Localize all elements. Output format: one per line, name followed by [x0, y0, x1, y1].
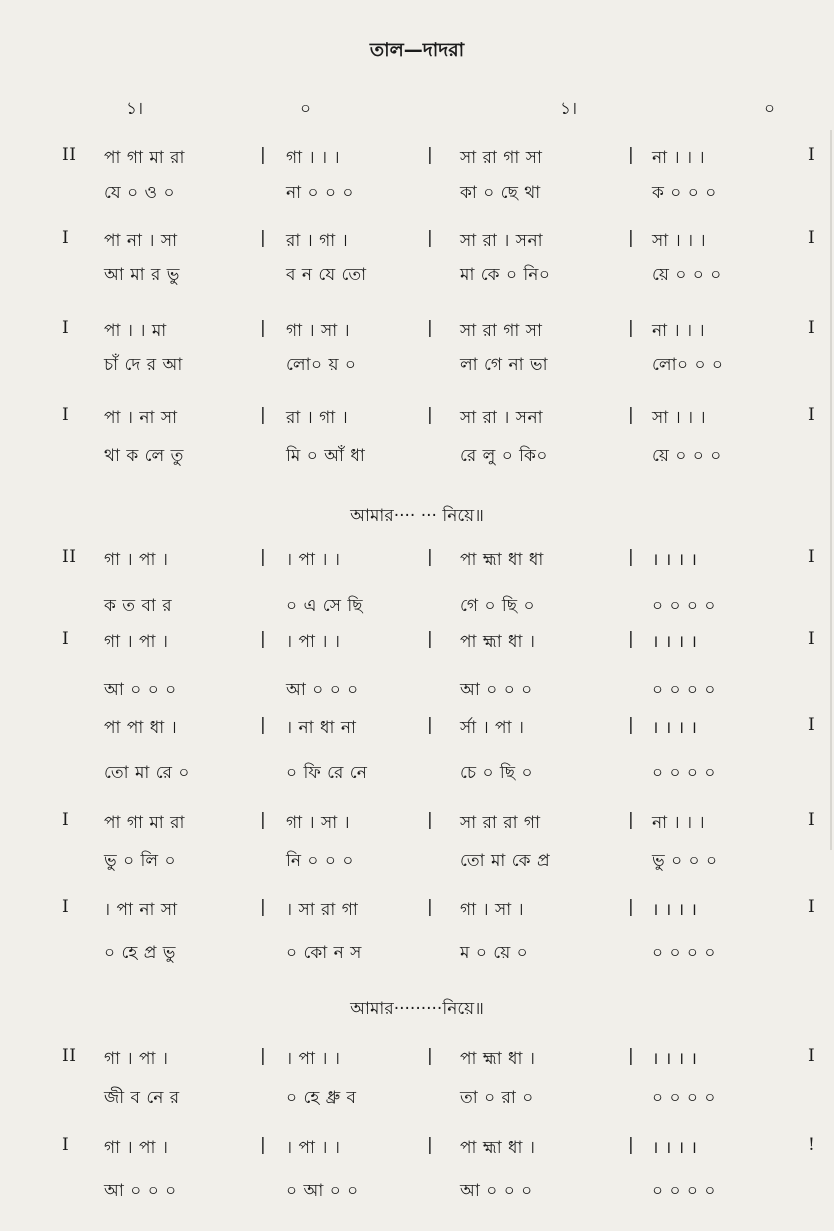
swara-group: পা গা মা রা — [104, 148, 185, 168]
bar-divider: | — [260, 145, 267, 165]
bar-divider: | — [427, 405, 434, 425]
swara-line — [0, 629, 834, 657]
lyric-line — [0, 180, 834, 208]
swara-group: পা না । সা — [104, 231, 178, 251]
swara-group: না । । । — [652, 148, 706, 168]
refrain-line: আমার·········নিয়ে॥ — [350, 999, 484, 1019]
swara-group: সা । । । — [652, 231, 707, 251]
line-end-marker: I — [808, 547, 816, 567]
line-start-marker: I — [62, 405, 70, 425]
swara-group: । সা রা গা — [286, 900, 359, 920]
bar-divider: | — [427, 318, 434, 338]
bar-divider: | — [628, 810, 635, 830]
swara-group: । না ধা না — [286, 718, 357, 738]
line-end-marker: ! — [808, 1135, 816, 1155]
line-start-marker: I — [62, 318, 70, 338]
beat-marker: ০ — [764, 99, 776, 119]
bar-divider: | — [628, 228, 635, 248]
lyric-group: ০ ০ ০ ০ — [652, 1088, 716, 1108]
lyric-group: ০ হে প্র ভু — [104, 943, 176, 963]
swara-group: । । । । — [652, 632, 698, 652]
lyric-group: লো০ ০ ০ — [652, 355, 724, 375]
lyric-group: ব ন যে তো — [286, 265, 367, 285]
bar-divider: | — [628, 318, 635, 338]
swara-group: সা । । । — [652, 408, 707, 428]
swara-group: । পা । । — [286, 632, 341, 652]
swara-group: সা রা । সনা — [460, 231, 544, 251]
lyric-group: না ০ ০ ০ — [286, 183, 354, 203]
lyric-group: রে লু ০ কি০ — [460, 446, 548, 466]
lyric-group: আ মা র ভু — [104, 265, 180, 285]
lyric-group: লা গে না ভা — [460, 355, 549, 375]
bar-divider: | — [427, 1135, 434, 1155]
bar-divider: | — [427, 897, 434, 917]
lyric-group: ক ত বা র — [104, 596, 173, 616]
lyric-group: মি ০ আঁ ধা — [286, 446, 366, 466]
line-end-marker: I — [808, 318, 816, 338]
swara-group: গা । পা । — [104, 632, 169, 652]
swara-line — [0, 405, 834, 433]
lyric-line — [0, 1085, 834, 1113]
lyric-line — [0, 760, 834, 788]
swara-group: গা । সা । — [286, 813, 351, 833]
lyric-line — [0, 352, 834, 380]
line-end-marker: I — [808, 810, 816, 830]
line-end-marker: I — [808, 629, 816, 649]
swara-group: সা রা গা সা — [460, 321, 543, 341]
swara-group: সা রা গা সা — [460, 148, 543, 168]
swara-group: গা । পা । — [104, 1049, 169, 1069]
lyric-line — [0, 593, 834, 621]
lyric-group: আ ০ ০ ০ — [104, 680, 177, 700]
lyric-line — [0, 262, 834, 290]
lyric-group: জী ব নে র — [104, 1088, 180, 1108]
bar-divider: | — [628, 629, 635, 649]
lyric-group: নি ০ ০ ০ — [286, 851, 354, 871]
swara-group: গা । পা । — [104, 550, 169, 570]
swara-group: পা । না সা — [104, 408, 178, 428]
swara-group: । । । । — [652, 718, 698, 738]
lyric-group: ০ ০ ০ ০ — [652, 943, 716, 963]
swara-group: গা । পা । — [104, 1138, 169, 1158]
bar-divider: | — [260, 897, 267, 917]
lyric-group: কা ০ ছে থা — [460, 183, 541, 203]
swara-group: রা । গা । — [286, 231, 349, 251]
bar-divider: | — [427, 547, 434, 567]
swara-group: । । । । — [652, 1138, 698, 1158]
swara-group: না । । । — [652, 813, 706, 833]
swara-line — [0, 897, 834, 925]
lyric-line — [0, 443, 834, 471]
bar-divider: | — [427, 715, 434, 735]
page-title: তাল—দাদরা — [369, 39, 465, 61]
lyric-group: আ ০ ০ ০ — [104, 1181, 177, 1201]
lyric-group: আ ০ ০ ০ — [460, 1181, 533, 1201]
line-end-marker: I — [808, 228, 816, 248]
swara-line — [0, 318, 834, 346]
lyric-line — [0, 677, 834, 705]
line-start-marker: I — [62, 228, 70, 248]
swara-group: পা হ্মা ধা ধা — [460, 550, 544, 570]
lyric-group: গে ০ ছি ০ — [460, 596, 536, 616]
bar-divider: | — [260, 1135, 267, 1155]
line-start-marker: II — [62, 547, 77, 567]
line-end-marker: I — [808, 145, 816, 165]
bar-divider: | — [260, 318, 267, 338]
line-start-marker: II — [62, 1046, 77, 1066]
lyric-group: লো০ য় ০ — [286, 355, 357, 375]
swara-group: পা হ্মা ধা । — [460, 1138, 536, 1158]
lyric-group: ০ কো ন স — [286, 943, 362, 963]
swara-group: সা রা রা গা — [460, 813, 541, 833]
bar-divider: | — [260, 629, 267, 649]
bar-divider: | — [628, 145, 635, 165]
swara-group: । পা । । — [286, 1049, 341, 1069]
beat-marker: ০ — [300, 99, 312, 119]
bar-divider: | — [628, 405, 635, 425]
bar-divider: | — [628, 1046, 635, 1066]
lyric-group: ০ ০ ০ ০ — [652, 596, 716, 616]
lyric-group: ভু ০ লি ০ — [104, 851, 177, 871]
swara-line — [0, 810, 834, 838]
lyric-group: ০ ০ ০ ০ — [652, 763, 716, 783]
line-end-marker: I — [808, 405, 816, 425]
swara-group: পা হ্মা ধা । — [460, 1049, 536, 1069]
lyric-group: ০ ০ ০ ০ — [652, 1181, 716, 1201]
lyric-group: য়ে ০ ০ ০ — [652, 265, 722, 285]
lyric-group: থা ক লে তু — [104, 446, 184, 466]
swara-line — [0, 1135, 834, 1163]
swara-group: পা গা মা রা — [104, 813, 185, 833]
swara-line — [0, 547, 834, 575]
bar-divider: | — [427, 145, 434, 165]
lyric-group: ০ ০ ০ ০ — [652, 680, 716, 700]
lyric-group: ০ হে ধ্রু ব — [286, 1088, 357, 1108]
line-start-marker: I — [62, 810, 70, 830]
line-start-marker: I — [62, 629, 70, 649]
swara-group: র্সা । পা । — [460, 718, 525, 738]
lyric-line — [0, 940, 834, 968]
line-start-marker: I — [62, 897, 70, 917]
swara-group: সা রা । সনা — [460, 408, 544, 428]
bar-divider: | — [260, 405, 267, 425]
lyric-group: ০ আ ০ ০ — [286, 1181, 359, 1201]
swara-group: রা । গা । — [286, 408, 349, 428]
bar-divider: | — [260, 547, 267, 567]
lyric-line — [0, 848, 834, 876]
lyric-group: আ ০ ০ ০ — [286, 680, 359, 700]
bar-divider: | — [260, 228, 267, 248]
line-end-marker: I — [808, 1046, 816, 1066]
swara-line — [0, 145, 834, 173]
swara-group: । পা । । — [286, 1138, 341, 1158]
swara-group: পা । । মা — [104, 321, 167, 341]
bar-divider: | — [260, 810, 267, 830]
lyric-group: চে ০ ছি ০ — [460, 763, 534, 783]
bar-divider: | — [628, 1135, 635, 1155]
swara-group: পা পা ধা । — [104, 718, 178, 738]
swara-group: না । । । — [652, 321, 706, 341]
bar-divider: | — [628, 547, 635, 567]
lyric-group: মা কে ০ নি০ — [460, 265, 551, 285]
swara-group: । পা না সা — [104, 900, 178, 920]
swara-group: । । । । — [652, 900, 698, 920]
swara-group: । পা । । — [286, 550, 341, 570]
lyric-line — [0, 1178, 834, 1206]
bar-divider: | — [260, 715, 267, 735]
swara-group: । । । । — [652, 550, 698, 570]
bar-divider: | — [427, 629, 434, 649]
swara-line — [0, 228, 834, 256]
swara-group: গা । সা । — [286, 321, 351, 341]
lyric-group: ০ এ সে ছি — [286, 596, 363, 616]
bar-divider: | — [427, 228, 434, 248]
lyric-group: ম ০ য়ে ০ — [460, 943, 529, 963]
line-end-marker: I — [808, 715, 816, 735]
beat-marker-row — [0, 96, 834, 122]
swara-group: গা । । । — [286, 148, 341, 168]
beat-marker: ১। — [560, 99, 578, 119]
swara-line — [0, 1046, 834, 1074]
lyric-group: য়ে ০ ০ ০ — [652, 446, 722, 466]
swara-group: পা হ্মা ধা । — [460, 632, 536, 652]
bar-divider: | — [427, 810, 434, 830]
line-end-marker: I — [808, 897, 816, 917]
line-start-marker: I — [62, 1135, 70, 1155]
lyric-group: চাঁ দে র আ — [104, 355, 183, 375]
lyric-group: তো মা রে ০ — [104, 763, 190, 783]
lyric-group: আ ০ ০ ০ — [460, 680, 533, 700]
beat-marker: ১। — [126, 99, 144, 119]
lyric-group: যে ০ ও ০ — [104, 183, 176, 203]
lyric-group: তো মা কে প্র — [460, 851, 551, 871]
lyric-group: ০ ফি রে নে — [286, 763, 368, 783]
bar-divider: | — [628, 897, 635, 917]
bar-divider: | — [628, 715, 635, 735]
bar-divider: | — [427, 1046, 434, 1066]
swara-group: গা । সা । — [460, 900, 525, 920]
swara-group: । । । । — [652, 1049, 698, 1069]
lyric-group: ক ০ ০ ০ — [652, 183, 717, 203]
lyric-group: ভু ০ ০ ০ — [652, 851, 718, 871]
bar-divider: | — [260, 1046, 267, 1066]
swara-line — [0, 715, 834, 743]
refrain-line: আমার···· ··· নিয়ে॥ — [350, 506, 484, 526]
lyric-group: তা ০ রা ০ — [460, 1088, 534, 1108]
line-start-marker: II — [62, 145, 77, 165]
